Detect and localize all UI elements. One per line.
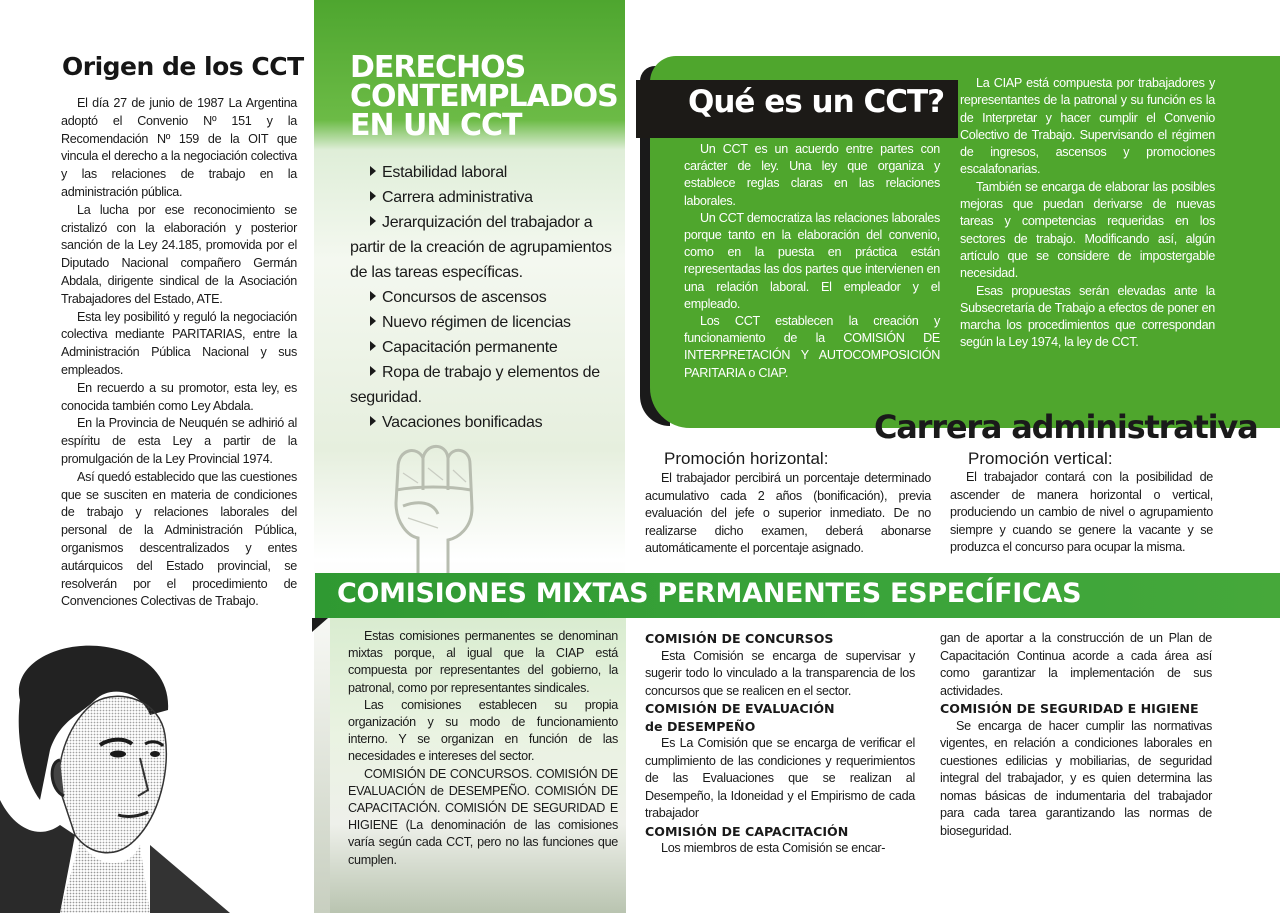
cct-text-left bbox=[684, 141, 940, 382]
derechos-title-line: CONTEMPLADOS bbox=[350, 79, 618, 114]
cct-paragraph: Un CCT es un acuerdo entre partes con carácter de ley. Una ley que organiza y establece reglas claras en las relaciones laborales. bbox=[684, 142, 940, 208]
list-item-text: Estabilidad laboral bbox=[382, 164, 508, 181]
cct-text-right bbox=[960, 75, 1215, 352]
carrera-title: Carrera administrativa bbox=[874, 408, 1258, 446]
origen-paragraph: La lucha por ese reconocimiento se cristalizó con la elaboración y posterior sanción de la Ley 24.185, promovida por el Diputado Nacional compañero Germán Abdala, dirigente sindical de la Asociación Trabajadores del Estado, ATE. bbox=[61, 202, 297, 306]
evaluacion-text: Es La Comisión que se encarga de verificar el cumplimiento de las condiciones y requerimientos de las Evaluaciones que se realizan al Desempeño, la Idoneidad y el Empirismo de cada trabajador bbox=[645, 736, 915, 820]
capacitacion-text: Los miembros de esta Comisión se encar- bbox=[661, 841, 886, 855]
seguridad-heading: COMISIÓN DE SEGURIDAD E HIGIENE bbox=[940, 701, 1199, 716]
list-item-text: Concursos de ascensos bbox=[382, 289, 547, 306]
origen-text bbox=[61, 95, 297, 611]
capacitacion-text-continued: gan de aportar a la construcción de un Plan de Capacitación Continua acorde a cada área así como garantizar la implementación de sus actividades. bbox=[940, 631, 1212, 698]
list-item bbox=[350, 160, 612, 185]
bullet-triangle-icon bbox=[370, 291, 376, 301]
list-item-text: Capacitación permanente bbox=[382, 339, 558, 356]
origen-title: Origen de los CCT bbox=[62, 52, 304, 81]
concursos-text: Esta Comisión se encarga de supervisar y sugerir todo lo vinculado a la transparencia de los concursos que se realicen en el sector. bbox=[645, 648, 915, 698]
promocion-horizontal-paragraph: El trabajador percibirá un porcentaje determinado acumulativo cada 2 años (bonificación), previa evaluación del jefe o superior inmediato. De no realizarse dicho examen, deberá abonarse automáticamente el porcentaje asignado. bbox=[645, 471, 931, 556]
origen-paragraph: Así quedó establecido que las cuestiones que se susciten en materia de condiciones de trabajo y relaciones laborales del personal de la Administración Pública, organismos descentralizados y entes autárquicos del Estado provincial, se resolverán por el procedimiento de Convenciones Colectivas de Trabajo. bbox=[61, 469, 297, 609]
comisiones-column-3 bbox=[940, 630, 1212, 840]
bullet-triangle-icon bbox=[370, 166, 376, 176]
list-item bbox=[350, 185, 612, 210]
promocion-horizontal-text bbox=[645, 470, 931, 558]
list-item-text: Nuevo régimen de licencias bbox=[382, 314, 571, 331]
capacitacion-heading: COMISIÓN DE CAPACITACIÓN bbox=[645, 823, 849, 839]
list-item bbox=[350, 335, 612, 360]
derechos-title-line: DERECHOS bbox=[350, 50, 526, 85]
concursos-heading: COMISIÓN DE CONCURSOS bbox=[645, 631, 834, 646]
cct-paragraph: Esas propuestas serán elevadas ante la Subsecretaría de Trabajo a efectos de poner en marcha los procedimientos que correspondan según la Ley 1974, la ley de CCT. bbox=[960, 283, 1215, 350]
comisiones-paragraph: Las comisiones establecen su propia organización y su modo de funcionamiento interno. Y se organizan en función de las necesidades e intereses del sector. bbox=[348, 697, 618, 764]
cct-paragraph: La CIAP está compuesta por trabajadores y representantes de la patronal y su función es la de Interpretar y hacer cumplir el Convenio Colectivo de Trabajo. Supervisando el régimen de ingresos, ascensos y promociones escalafonarias. bbox=[960, 76, 1215, 177]
comisiones-paragraph: COMISIÓN DE CONCURSOS. COMISIÓN DE EVALUACIÓN de DESEMPEÑO. COMISIÓN DE CAPACITACIÓN. COMISIÓN DE SEGURIDAD E HIGIENE (La denominación de las comisiones varía según cada CCT, pero no las funciones que cumplen. bbox=[348, 766, 618, 867]
origen-paragraph: En la Provincia de Neuquén se adhirió al espíritu de esta Ley a partir de la promulgación de la Ley Provincial 1974. bbox=[61, 416, 297, 466]
promocion-horizontal-title: Promoción horizontal: bbox=[664, 449, 829, 468]
origen-paragraph: El día 27 de junio de 1987 La Argentina adoptó el Convenio Nº 151 y la Recomendación Nº 159 de la OIT que vincula el derecho a la negociación colectiva y las relaciones de trabajo en la administración pública. bbox=[61, 96, 297, 199]
list-item bbox=[350, 410, 612, 435]
list-item bbox=[350, 360, 612, 410]
cct-paragraph: Los CCT establecen la creación y funcionamiento de la COMISIÓN DE INTERPRETACIÓN Y AUTOCOMPOSICIÓN PARITARIA o CIAP. bbox=[684, 314, 940, 380]
list-item bbox=[350, 310, 612, 335]
evaluacion-heading-2: de DESEMPEÑO bbox=[645, 718, 756, 734]
portrait-illustration bbox=[0, 640, 330, 913]
comisiones-title: COMISIONES MIXTAS PERMANENTES ESPECÍFICAS bbox=[337, 578, 1082, 609]
list-item bbox=[350, 210, 612, 285]
cct-paragraph: Un CCT democratiza las relaciones laborales porque tanto en la elaboración del convenio, como en la puesta en práctica están representadas las dos partes que intervienen en una relación laboral. El empleador y el empleado. bbox=[684, 210, 940, 311]
bullet-triangle-icon bbox=[370, 416, 376, 426]
promocion-vertical-title: Promoción vertical: bbox=[968, 449, 1113, 468]
bullet-triangle-icon bbox=[370, 341, 376, 351]
origen-paragraph: Esta ley posibilitó y reguló la negociación colectiva mediante PARITARIAS, entre la Administración Pública Nacional y sus empleados. bbox=[61, 309, 297, 377]
seguridad-text: Se encarga de hacer cumplir las normativas vigentes, en relación a condiciones laborales en cuestiones edilicias y mobiliarias, de seguridad integral del trabajador, y es quien determina las nomas básicas de indumentaria del trabajador para cada tarea garantizando las normas de bioseguridad. bbox=[940, 718, 1212, 838]
promocion-vertical-paragraph: El trabajador contará con la posibilidad de ascender de manera horizontal o vertical, produciendo un cambio de nivel o agrupamiento siempre y cuando se genere la vacante y se produzca el concurso para ocupar la misma. bbox=[950, 470, 1213, 555]
list-item-text: Vacaciones bonificadas bbox=[382, 414, 543, 431]
bullet-triangle-icon bbox=[370, 316, 376, 326]
list-item-text: Ropa de trabajo y elementos de seguridad. bbox=[350, 364, 600, 406]
bullet-triangle-icon bbox=[370, 216, 376, 226]
derechos-title-line: EN UN CCT bbox=[350, 108, 522, 143]
comisiones-column-2 bbox=[645, 630, 915, 858]
list-item-text: Carrera administrativa bbox=[382, 189, 533, 206]
promocion-vertical-text bbox=[950, 469, 1213, 557]
bullet-triangle-icon bbox=[370, 366, 376, 376]
origen-paragraph: En recuerdo a su promotor, esta ley, es conocida también como Ley Abdala. bbox=[61, 380, 297, 413]
comisiones-paragraph: Estas comisiones permanentes se denominan mixtas porque, al igual que la CIAP está compuesta por representantes del gobierno, la patronal, como por representantes sindicales. bbox=[348, 629, 618, 695]
cct-title: Qué es un CCT? bbox=[688, 84, 945, 120]
derechos-list bbox=[350, 160, 612, 435]
banner-fold bbox=[312, 618, 328, 632]
list-item-text: Jerarquización del trabajador a partir de la creación de agrupamientos de las tareas específicas. bbox=[350, 214, 612, 281]
derechos-title bbox=[350, 50, 620, 143]
comisiones-intro bbox=[348, 628, 618, 869]
evaluacion-heading: COMISIÓN DE EVALUACIÓN bbox=[645, 701, 835, 716]
cct-paragraph: También se encarga de elaborar las posibles mejoras que puedan derivarse de nuevas tareas y competencias requeridas en los sectores de trabajo. Modificando así, algún artículo que se considere de impostergable necesidad. bbox=[960, 179, 1215, 281]
list-item bbox=[350, 285, 612, 310]
bullet-triangle-icon bbox=[370, 191, 376, 201]
